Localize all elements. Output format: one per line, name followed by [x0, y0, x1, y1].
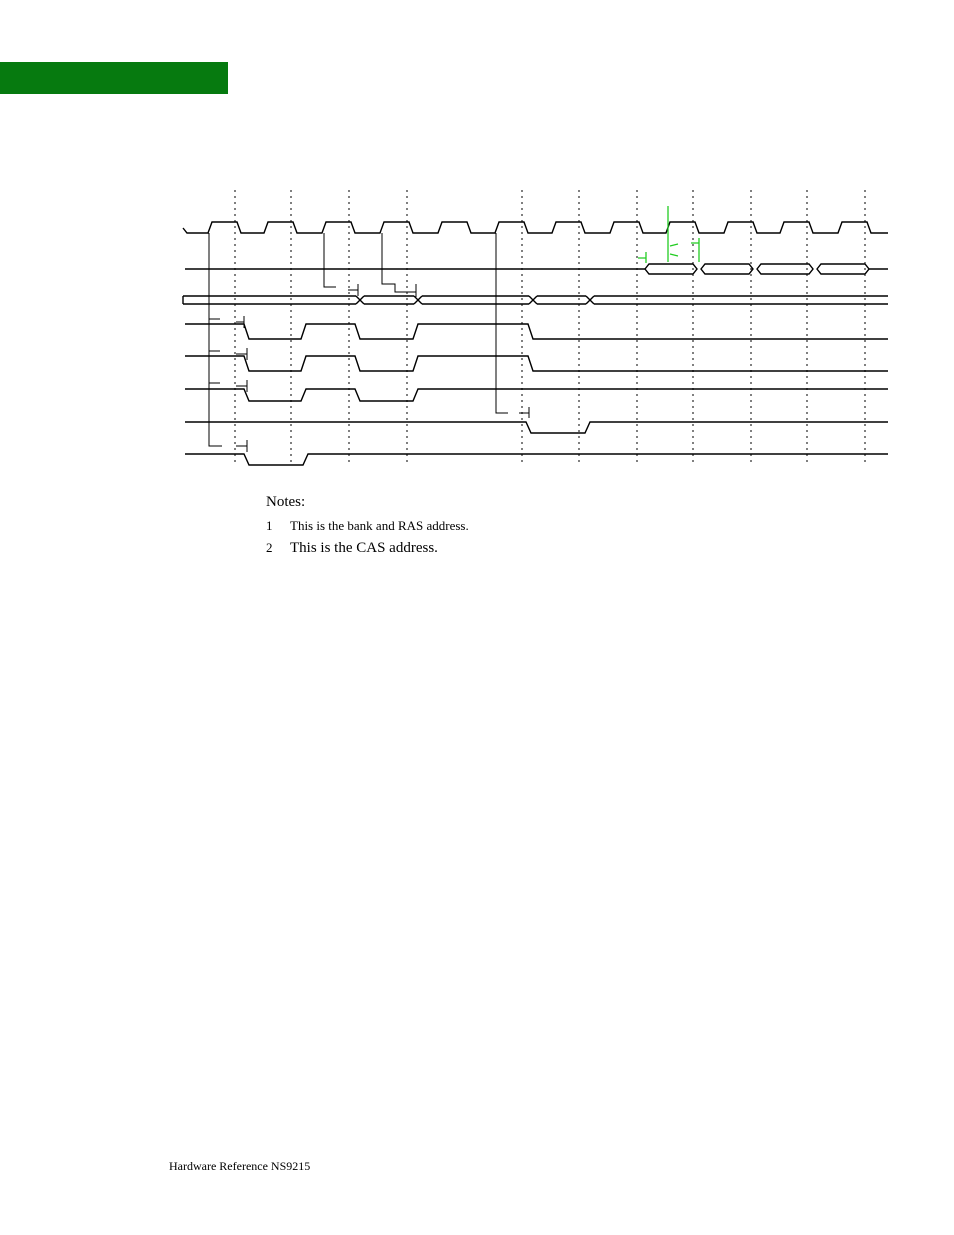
control-signal-waveform	[185, 389, 888, 401]
note-number: 2	[266, 540, 273, 555]
timing-delay-marker	[236, 380, 247, 392]
note-item	[266, 540, 469, 557]
clock-waveform	[183, 222, 888, 233]
timing-delay-marker	[236, 440, 247, 452]
data-bus-word	[757, 264, 813, 274]
control-signal-waveform	[185, 422, 888, 433]
data-bus-word	[645, 264, 697, 274]
data-timing-marker	[638, 252, 646, 263]
timing-delay-marker	[324, 233, 336, 287]
address-bus-transition	[529, 296, 537, 304]
timing-markers	[209, 206, 699, 452]
note-item	[266, 518, 469, 534]
sdram-timing-diagram	[0, 0, 954, 480]
note-text: This is the bank and RAS address.	[290, 518, 469, 533]
notes-section	[266, 494, 469, 557]
timing-delay-marker	[348, 284, 358, 296]
timing-delay-marker	[519, 407, 529, 418]
clock-grid-lines	[235, 190, 865, 466]
data-timing-marker	[691, 238, 699, 262]
data-bus-word	[701, 264, 753, 274]
note-number: 1	[266, 518, 273, 533]
notes-heading: Notes:	[266, 494, 306, 510]
address-bus-transition	[414, 296, 422, 304]
address-bus-transition	[356, 296, 364, 304]
timing-delay-marker	[496, 233, 508, 413]
control-signal-waveform	[185, 324, 888, 339]
page-footer: Hardware Reference NS9215	[169, 1159, 311, 1173]
signal-waveforms	[183, 222, 888, 465]
timing-delay-marker	[209, 233, 222, 446]
timing-delay-marker	[382, 233, 416, 297]
data-bus-word	[817, 264, 869, 274]
timing-delay-marker	[236, 316, 244, 328]
control-signal-waveform	[185, 356, 888, 371]
data-timing-marker	[670, 244, 678, 256]
address-bus-segment	[422, 296, 529, 304]
control-signal-waveform	[185, 454, 888, 465]
address-bus-segment	[594, 296, 888, 304]
note-text: This is the CAS address.	[290, 540, 438, 556]
address-bus-transition	[586, 296, 594, 304]
